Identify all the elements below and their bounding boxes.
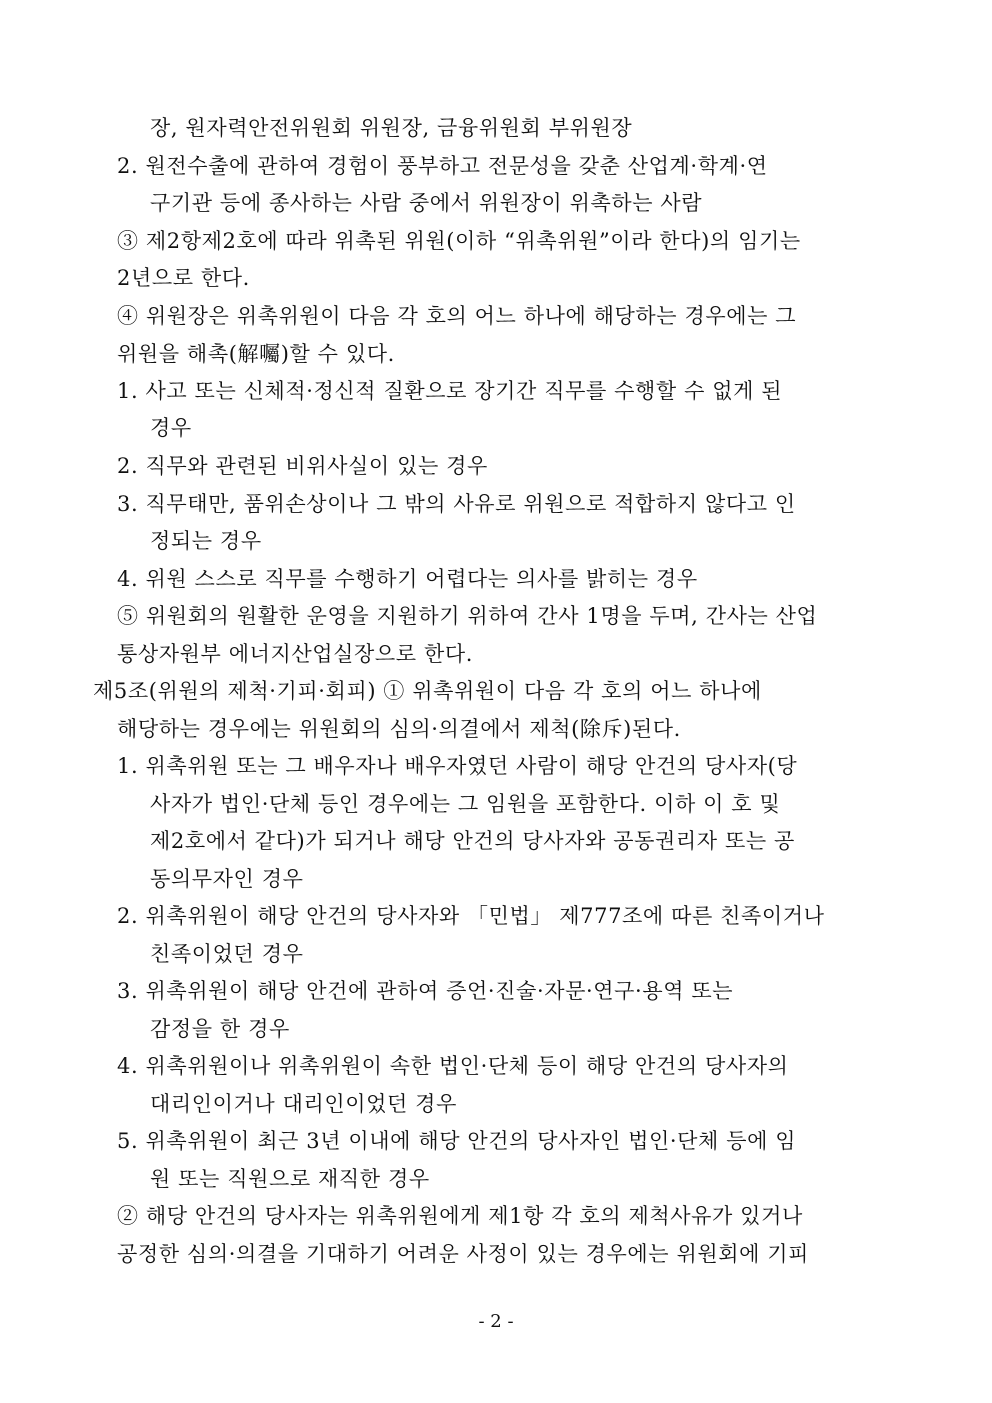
text-line: 원 또는 직원으로 재직한 경우: [150, 1167, 430, 1191]
text-line: 3. 직무태만, 품위손상이나 그 밖의 사유로 위원으로 적합하지 않다고 인: [117, 492, 796, 516]
text-line: 2. 직무와 관련된 비위사실이 있는 경우: [117, 454, 488, 478]
text-line: 통상자원부 에너지산업실장으로 한다.: [117, 642, 474, 666]
text-line: 사자가 법인·단체 등인 경우에는 그 임원을 포함한다. 이하 이 호 및: [150, 792, 781, 816]
text-line: 정되는 경우: [150, 529, 262, 553]
text-line: 5. 위촉위원이 최근 3년 이내에 해당 안건의 당사자인 법인·단체 등에 임: [117, 1129, 797, 1153]
text-line: ② 해당 안건의 당사자는 위촉위원에게 제1항 각 호의 제척사유가 있거나: [117, 1204, 803, 1228]
text-line: 감정을 한 경우: [150, 1017, 290, 1041]
text-line: 제2호에서 같다)가 되거나 해당 안건의 당사자와 공동권리자 또는 공: [150, 829, 795, 853]
text-line: 해당하는 경우에는 위원회의 심의·의결에서 제척(除斥)된다.: [117, 717, 681, 741]
text-line: 공정한 심의·의결을 기대하기 어려운 사정이 있는 경우에는 위원회에 기피: [117, 1242, 810, 1266]
text-line: 대리인이거나 대리인이었던 경우: [150, 1092, 457, 1116]
text-line: 4. 위원 스스로 직무를 수행하기 어렵다는 의사를 밝히는 경우: [117, 567, 698, 591]
text-line: 2. 위촉위원이 해당 안건의 당사자와 「민법」 제777조에 따른 친족이거나: [117, 904, 825, 928]
text-line: 1. 위촉위원 또는 그 배우자나 배우자였던 사람이 해당 안건의 당사자(당: [117, 754, 798, 778]
text-line: 위원을 해촉(解囑)할 수 있다.: [117, 342, 395, 366]
text-line: 친족이었던 경우: [150, 942, 304, 966]
text-line: 경우: [150, 416, 192, 440]
text-line: ⑤ 위원회의 원활한 운영을 지원하기 위하여 간사 1명을 두며, 간사는 산업: [117, 604, 818, 628]
text-line: 3. 위촉위원이 해당 안건에 관하여 증언·진술·자문·연구·용역 또는: [117, 979, 734, 1003]
text-line: 2년으로 한다.: [117, 266, 250, 290]
text-line: ④ 위원장은 위촉위원이 다음 각 호의 어느 하나에 해당하는 경우에는 그: [117, 304, 797, 328]
text-line: 구기관 등에 종사하는 사람 중에서 위원장이 위촉하는 사람: [150, 191, 703, 215]
text-line: ③ 제2항제2호에 따라 위촉된 위원(이하 “위촉위원”이라 한다)의 임기는: [117, 229, 801, 253]
text-line: 제5조(위원의 제척·기피·회피) ① 위촉위원이 다음 각 호의 어느 하나에: [93, 679, 762, 703]
page-number: - 2 -: [478, 1311, 514, 1332]
text-line: 2. 원전수출에 관하여 경험이 풍부하고 전문성을 갖춘 산업계·학계·연: [117, 154, 768, 178]
text-line: 1. 사고 또는 신체적·정신적 질환으로 장기간 직무를 수행할 수 없게 된: [117, 379, 783, 403]
text-line: 4. 위촉위원이나 위촉위원이 속한 법인·단체 등이 해당 안건의 당사자의: [117, 1054, 789, 1078]
text-line: 동의무자인 경우: [150, 867, 304, 891]
text-line: 장, 원자력안전위원회 위원장, 금융위원회 부위원장: [150, 116, 633, 140]
